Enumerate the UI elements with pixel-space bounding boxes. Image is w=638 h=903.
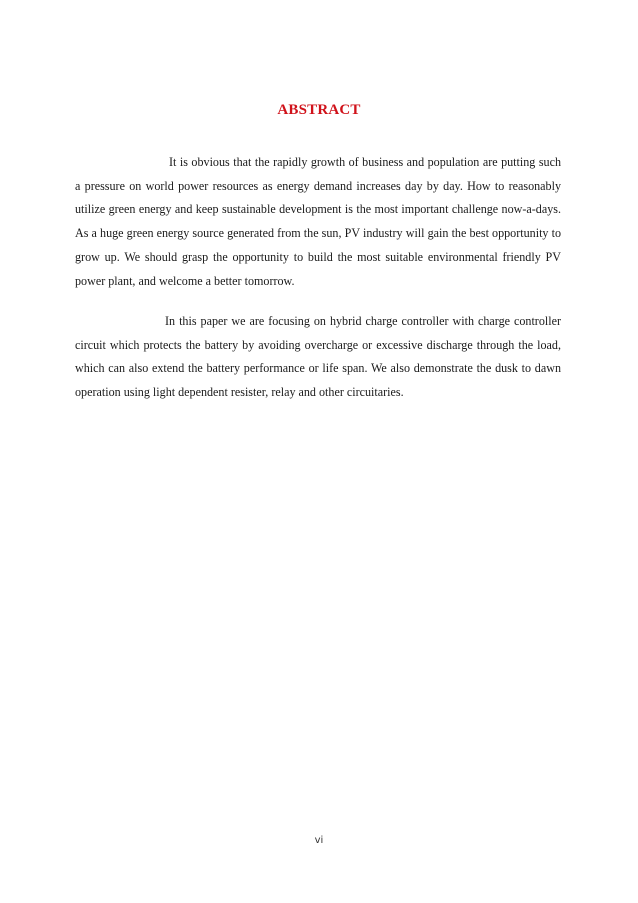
abstract-heading: ABSTRACT — [277, 102, 361, 118]
abstract-paragraph-1: It is obvious that the rapidly growth of business and population are putting such a pressure on world power resources as energy demand increases day by day. How to reasonably utilize green energy and keep sustainable development is the most important challenge now-a-days. As a huge green energy source generated from the sun, PV industry will gain the best opportunity to grow up. We should grasp the opportunity to build the most suitable environmental friendly PV power plant, and welcome a better tomorrow. — [75, 155, 561, 288]
abstract-paragraph-2: In this paper we are focusing on hybrid charge controller with charge controller circuit which protects the battery by avoiding overcharge or excessive discharge through the load, which can also extend the battery performance or life span. We also demonstrate the dusk to dawn operation using light dependent resister, relay and other circuitaries. — [75, 314, 561, 400]
page-number: vi — [314, 835, 324, 846]
